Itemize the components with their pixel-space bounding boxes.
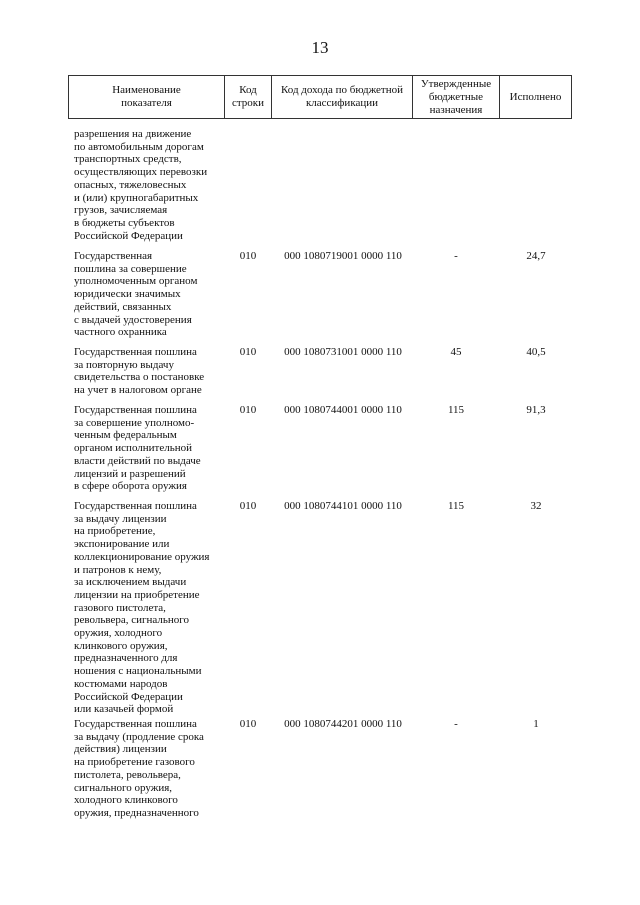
- header-code-column: [225, 75, 271, 119]
- row-name: [74, 404, 224, 493]
- row-name-line: револьвера, сигнального: [74, 614, 190, 627]
- row-name-line: органом исполнительной: [74, 442, 193, 455]
- row-name-line: или казачьей формой: [74, 703, 174, 716]
- row-name-line: сигнального оружия,: [74, 781, 173, 794]
- row-name-line: на учет в налоговом органе: [74, 384, 202, 397]
- header-plan-column: [413, 75, 499, 119]
- row-name: [74, 128, 224, 242]
- row-name-line: ченным федеральным: [74, 429, 177, 442]
- row-name-line: транспортных средств,: [74, 153, 182, 166]
- row-exec: 32: [530, 500, 542, 512]
- header-label: назначения: [429, 103, 483, 116]
- row-name-line: свидетельства о постановке: [74, 371, 205, 384]
- row-name-line: Государственная пошлина: [74, 346, 197, 358]
- row-name-line: по автомобильным дорогам: [74, 140, 204, 153]
- header-exec-column: [500, 75, 571, 119]
- row-name-line: Государственная: [74, 250, 153, 262]
- row-name-line: с выдачей удостоверения: [74, 313, 192, 326]
- row-kbk: 000 1080744201 0000 110: [284, 718, 402, 730]
- row-name: [74, 346, 224, 397]
- row-name-line: за выдачу лицензии: [74, 512, 167, 525]
- row-name-line: ношения с национальными: [74, 665, 202, 678]
- row-name-line: за совершение уполномо-: [74, 416, 195, 429]
- row-name-line: юридически значимых: [74, 288, 181, 301]
- row-name-line: пошлина за совершение: [74, 262, 187, 275]
- row-name-line: экспонирование или: [74, 538, 170, 551]
- row-plan: -: [454, 250, 458, 262]
- row-name-line: на приобретение,: [74, 525, 156, 538]
- row-name-line: Российской Федерации: [74, 690, 183, 703]
- row-name-line: и патронов к нему,: [74, 563, 162, 576]
- row-name-line: за повторную выдачу: [74, 358, 174, 371]
- row-exec: 40,5: [526, 346, 546, 358]
- row-name-line: осуществляющих перевозки: [74, 166, 208, 179]
- row-plan: 115: [447, 404, 465, 416]
- row-name-line: Российской Федерации: [74, 229, 183, 242]
- row-kbk: 000 1080744001 0000 110: [284, 404, 402, 416]
- row-name-line: в сфере оборота оружия: [74, 480, 187, 493]
- row-name-line: газового пистолета,: [74, 601, 166, 614]
- row-code: 010: [239, 404, 257, 416]
- row-kbk: 000 1080719001 0000 110: [284, 250, 402, 262]
- row-name-line: на приобретение газового: [74, 756, 195, 769]
- header-label: Наименование: [112, 84, 181, 96]
- header-kbk-column: [272, 75, 412, 119]
- row-name-line: пистолета, револьвера,: [74, 768, 181, 781]
- row-plan: -: [454, 718, 458, 730]
- row-name: [74, 500, 224, 716]
- row-name-line: разрешения на движение: [74, 128, 192, 140]
- header-label: строки: [231, 97, 265, 109]
- row-name-line: предназначенного для: [74, 652, 178, 665]
- header-label: показателя: [121, 97, 172, 109]
- row-code: 010: [239, 346, 257, 358]
- row-plan: 45: [450, 346, 462, 358]
- page-number: 13: [311, 38, 329, 57]
- row-exec: 91,3: [526, 404, 546, 416]
- header-label: Код: [239, 84, 257, 96]
- header-label: Утвержденные: [420, 77, 492, 90]
- row-name-line: клинкового оружия,: [74, 639, 168, 652]
- row-plan: 115: [447, 500, 465, 512]
- header-label: Код дохода по бюджетной: [280, 84, 404, 96]
- row-exec: 24,7: [526, 250, 546, 262]
- row-name-line: Государственная пошлина: [74, 404, 197, 416]
- row-name-line: оружия, предназначенного: [74, 806, 199, 819]
- row-name: [74, 250, 224, 339]
- row-kbk: 000 1080731001 0000 110: [284, 346, 402, 358]
- row-name-line: власти действий по выдаче: [74, 454, 201, 467]
- row-kbk: 000 1080744101 0000 110: [284, 500, 402, 512]
- row-exec: 1: [533, 718, 539, 730]
- row-name-line: действия) лицензии: [74, 743, 167, 756]
- row-name-line: за выдачу (продление срока: [74, 730, 204, 743]
- row-name-line: опасных, тяжеловесных: [74, 178, 187, 191]
- row-name-line: лицензий и разрешений: [74, 467, 186, 480]
- row-name-line: коллекционирование оружия: [74, 550, 210, 563]
- row-name-line: грузов, зачисляемая: [74, 204, 168, 217]
- row-name: [74, 718, 224, 820]
- row-name-line: Государственная пошлина: [74, 718, 197, 730]
- row-name-line: частного охранника: [74, 326, 167, 339]
- row-code: 010: [239, 718, 257, 730]
- row-code: 010: [239, 500, 257, 512]
- row-name-line: действий, связанных: [74, 300, 172, 313]
- row-name-line: уполномоченным органом: [74, 275, 198, 288]
- row-name-line: костюмами народов: [74, 677, 168, 690]
- row-code: 010: [239, 250, 257, 262]
- row-name-line: лицензии на приобретение: [74, 588, 200, 601]
- row-name-line: за исключением выдачи: [74, 576, 187, 589]
- row-name-line: холодного клинкового: [74, 794, 178, 807]
- row-name-line: оружия, холодного: [74, 627, 163, 640]
- row-name-line: Государственная пошлина: [74, 500, 197, 512]
- header-label: бюджетные: [428, 90, 484, 103]
- row-name-line: в бюджеты субъектов: [74, 216, 175, 229]
- header-label: Исполнено: [509, 90, 562, 103]
- row-name-line: и (или) крупногабаритных: [74, 191, 199, 204]
- header-label: классификации: [305, 97, 379, 109]
- header-name-column: [69, 75, 224, 119]
- header-divider: [571, 75, 572, 119]
